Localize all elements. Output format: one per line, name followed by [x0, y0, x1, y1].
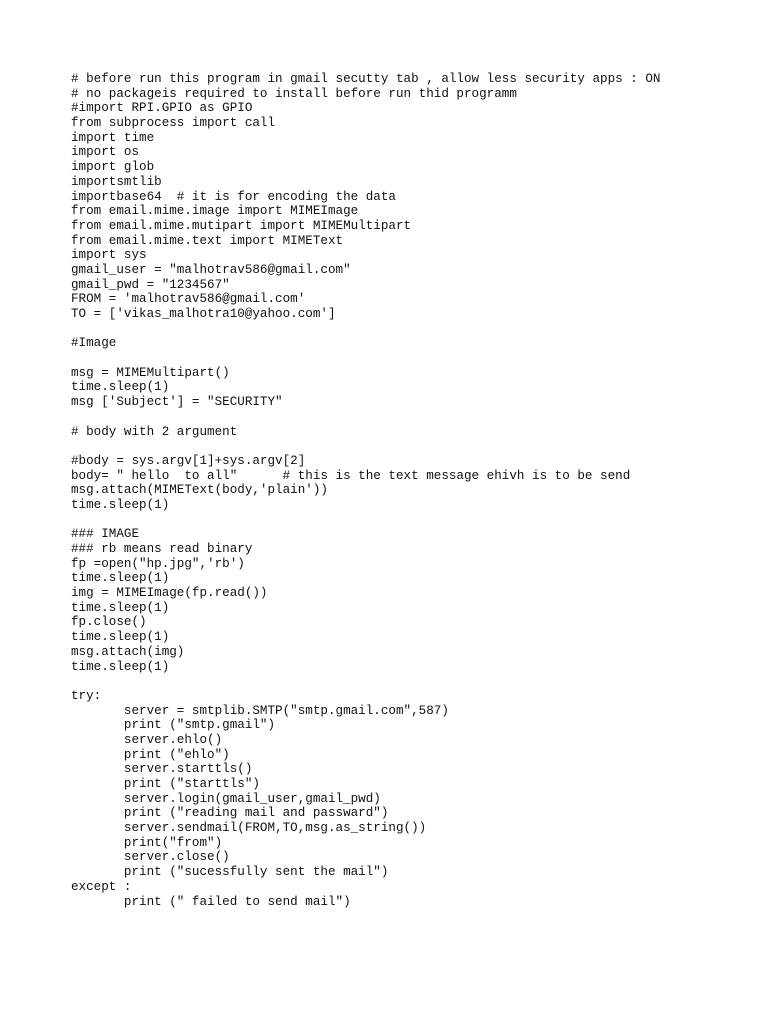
code-line: FROM = 'malhotrav586@gmail.com'	[71, 292, 306, 307]
code-line	[71, 322, 751, 337]
code-line: fp =open("hp.jpg",'rb')	[71, 556, 245, 571]
code-line: importbase64 # it is for encoding the data	[71, 189, 396, 204]
code-line: gmail_pwd = "1234567"	[71, 277, 230, 292]
code-line: import sys	[71, 248, 147, 263]
code-line: server = smtplib.SMTP("smtp.gmail.com",587)	[71, 703, 449, 718]
code-line: server.sendmail(FROM,TO,msg.as_string())	[71, 821, 427, 836]
code-line	[71, 439, 751, 454]
code-line: time.sleep(1)	[71, 497, 170, 512]
code-line: time.sleep(1)	[71, 600, 170, 615]
code-line: # no packageis required to install before run thid programm	[71, 86, 517, 101]
code-line: time.sleep(1)	[71, 630, 170, 645]
code-line: print ("sucessfully sent the mail")	[71, 865, 389, 880]
code-line: # body with 2 argument	[71, 424, 238, 439]
code-line: gmail_user = "malhotrav586@gmail.com"	[71, 262, 351, 277]
code-line: import glob	[71, 160, 155, 175]
code-line: server.login(gmail_user,gmail_pwd)	[71, 791, 381, 806]
code-line: import time	[71, 130, 155, 145]
code-line: from email.mime.image import MIMEImage	[71, 204, 359, 219]
code-line	[71, 351, 751, 366]
code-line: #import RPI.GPIO as GPIO	[71, 101, 253, 116]
code-line: print ("starttls")	[71, 777, 260, 791]
code-listing	[71, 72, 751, 909]
code-line: msg.attach(MIMEText(body,'plain'))	[71, 483, 328, 498]
code-line: img = MIMEImage(fp.read())	[71, 586, 268, 601]
code-line: from email.mime.text import MIMEText	[71, 233, 344, 248]
code-line: print ("smtp.gmail")	[71, 718, 276, 733]
code-line: # before run this program in gmail secutty tab , allow less security apps : ON	[71, 72, 661, 86]
code-line: time.sleep(1)	[71, 571, 170, 586]
code-line: try:	[71, 688, 102, 703]
code-line: ### rb means read binary	[71, 542, 253, 556]
code-line: print (" failed to send mail")	[71, 894, 351, 909]
code-line: #Image	[71, 336, 117, 351]
code-line: print ("ehlo")	[71, 747, 230, 762]
code-line: except :	[71, 879, 132, 894]
code-line: TO = ['vikas_malhotra10@yahoo.com']	[71, 307, 336, 321]
code-line: from email.mime.mutipart import MIMEMultipart	[71, 218, 412, 233]
code-line: server.close()	[71, 850, 230, 865]
code-line: body= " hello to all" # this is the text message ehivh is to be send	[71, 468, 631, 483]
code-line: server.ehlo()	[71, 732, 223, 747]
code-line: fp.close()	[71, 615, 147, 630]
code-line	[71, 674, 751, 689]
code-line: from subprocess import call	[71, 116, 276, 131]
code-line: #body = sys.argv[1]+sys.argv[2]	[71, 453, 306, 468]
code-line: msg ['Subject'] = "SECURITY"	[71, 395, 283, 410]
code-line: print ("reading mail and passward")	[71, 806, 389, 821]
code-line: ### IMAGE	[71, 527, 140, 542]
code-line: time.sleep(1)	[71, 659, 170, 674]
code-line: msg.attach(img)	[71, 644, 185, 659]
code-line: msg = MIMEMultipart()	[71, 365, 230, 380]
code-line: time.sleep(1)	[71, 380, 170, 395]
code-line: print("from")	[71, 835, 223, 850]
code-line: server.starttls()	[71, 762, 253, 777]
code-line	[71, 410, 751, 425]
code-line	[71, 513, 751, 528]
code-line: import os	[71, 145, 140, 160]
code-line: importsmtlib	[71, 174, 162, 189]
